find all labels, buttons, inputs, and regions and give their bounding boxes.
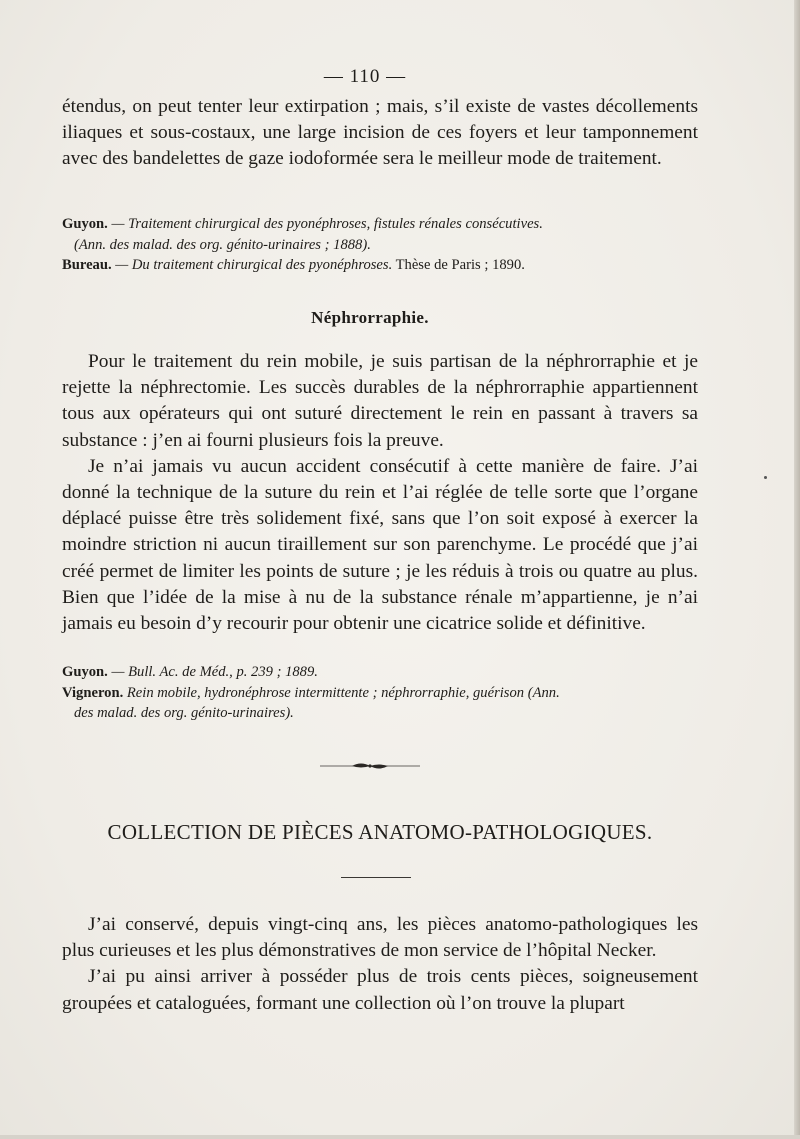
reference-continuation <box>62 235 702 256</box>
reference-title: — Traitement chirurgical des pyonéphroses, fistules rénales consécutives. <box>107 216 543 232</box>
paragraph-text: J’ai conservé, depuis vingt-cinq ans, les pièces anatomo-pathologiques les plus curieuses et les plus démonstratives de mon service de l’hôpital Necker. <box>62 914 698 962</box>
heading-nephrorraphie: Néphrorraphie. <box>311 308 429 327</box>
intro-paragraph <box>62 94 698 173</box>
references-block <box>62 214 702 276</box>
reference-entry <box>62 662 702 683</box>
page-edge <box>794 0 800 1139</box>
reference-title: — Du traitement chirurgical des pyonéphroses. <box>111 257 393 273</box>
paragraph-text: Je n’ai jamais vu aucun accident consécutif à cette manière de faire. J’ai donné la technique de la suture du rein et l’ai réglée de telle sorte que l’organe déplacé puisse être très solidement fixé, sans que l’on soit exposé à exercer la moindre striction ni aucun tiraillement sur son parenchyme. Le procédé que j’ai créé permet de limiter les points de suture ; je les réduis à trois ou quatre au plus. Bien que l’idée de la mise à nu de la substance rénale m’appartienne, je n’ai jamais eu besoin d’y recourir pour obtenir une cicatrice solide et définitive. <box>62 455 698 635</box>
reference-title: — Bull. Ac. de Méd., p. 239 ; 1889. <box>107 664 318 680</box>
reference-continuation <box>62 703 702 724</box>
speck <box>764 476 767 479</box>
collection-section <box>62 912 698 1017</box>
reference-source: Thèse de Paris ; 1890. <box>392 257 525 273</box>
reference-entry <box>62 683 702 704</box>
reference-entry <box>62 214 702 235</box>
page-edge-bottom <box>0 1135 800 1139</box>
paragraph-text: étendus, on peut tenter leur extirpation ; mais, s’il existe de vastes décollements iliaques et sous-costaux, une large incision de ces foyers et leur tamponnement avec des bandelettes de gaze iodoformée sera le meilleur mode de traitement. <box>62 96 698 170</box>
title-underline <box>341 877 411 878</box>
reference-entry <box>62 255 702 276</box>
reference-author: Guyon. <box>62 664 108 680</box>
reference-author: Guyon. <box>62 216 108 232</box>
reference-title: Rein mobile, hydronéphrose intermittente ; néphrorraphie, guérison (Ann. <box>123 684 560 701</box>
nephro-section <box>62 349 698 637</box>
reference-author: Vigneron. <box>62 684 124 701</box>
reference-author: Bureau. <box>62 257 112 273</box>
paragraph-text: Pour le traitement du rein mobile, je suis partisan de la néphrorraphie et je rejette la néphrectomie. Les succès durables de la néphrorraphie appartiennent tous aux opérateurs qui ont suturé directement le rein en passant à travers sa substance : j’en ai fourni plusieurs fois la preuve. <box>62 351 698 451</box>
section-title: COLLECTION DE PIÈCES ANATOMO-PATHOLOGIQUES. <box>107 820 653 844</box>
paragraph-text: J’ai pu ainsi arriver à posséder plus de trois cents pièces, soigneusement groupées et cataloguées, formant une collection où l’on trouve la plupart <box>62 966 698 1014</box>
page-number: — 110 — <box>323 66 407 87</box>
reference-source: des malad. des org. génito-urinaires). <box>74 705 294 721</box>
ornament-divider-icon <box>320 761 420 771</box>
reference-source: (Ann. des malad. des org. génito-urinaires ; 1888). <box>74 236 371 253</box>
references-block <box>62 662 702 724</box>
